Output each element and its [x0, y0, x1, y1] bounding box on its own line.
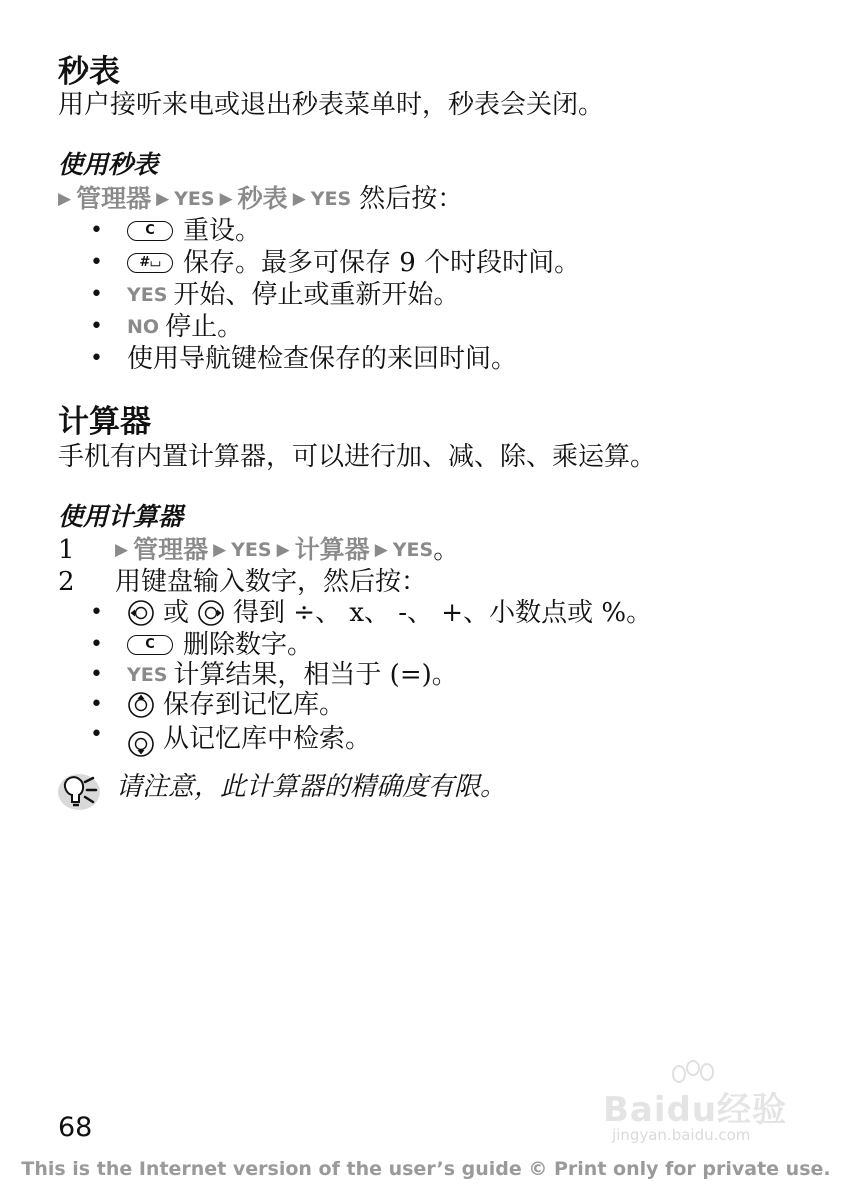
list-item-text: 停止。 [165, 312, 244, 342]
list-item-text: 使用导航键检查保存的来回时间。 [127, 344, 518, 374]
or-text: 或 [163, 598, 190, 628]
menu-path-calculator [115, 535, 459, 565]
bullet-icon: • [90, 632, 103, 657]
list-item [127, 280, 459, 310]
menu-organizer: 管理器 [76, 184, 152, 213]
list-item [127, 690, 345, 720]
menu-organizer: 管理器 [133, 535, 209, 564]
bullet-icon: • [90, 314, 103, 339]
c-key-icon: C [127, 221, 173, 241]
softkey-yes: YES [231, 539, 272, 561]
subtitle-use-stopwatch: 使用秒表 [58, 150, 159, 179]
subtitle-use-calculator: 使用计算器 [58, 502, 184, 531]
section-intro-stopwatch: 用户接听来电或退出秒表菜单时，秒表会关闭。 [58, 90, 605, 120]
list-item [127, 344, 517, 374]
arrow-right-icon: ▶ [115, 540, 129, 560]
nav-down-icon [127, 730, 155, 758]
arrow-right-icon: ▶ [156, 189, 170, 209]
list-item-text: 删除数字。 [183, 630, 314, 660]
list-item [127, 312, 243, 342]
page-number: 68 [58, 1112, 93, 1143]
then-press-text: 然后按： [359, 184, 464, 214]
softkey-yes: YES [174, 188, 215, 210]
list-item-text: 保存到记忆库。 [163, 690, 346, 720]
bullet-icon: • [90, 662, 103, 687]
note-text: 请注意，此计算器的精确度有限。 [116, 772, 507, 802]
list-item [127, 248, 580, 278]
c-key-icon: C [127, 635, 173, 655]
list-item [127, 216, 261, 246]
list-item-text: 得到 ÷、 x、 -、 +、小数点或 %。 [233, 598, 653, 628]
nav-up-icon [127, 691, 155, 719]
nav-right-icon [197, 599, 225, 627]
list-item [127, 598, 652, 628]
menu-calculator: 计算器 [294, 535, 370, 564]
bullet-icon: • [90, 346, 103, 371]
list-item-text: 开始、停止或重新开始。 [173, 280, 460, 310]
bullet-icon: • [90, 722, 103, 747]
list-item-text: 重设。 [183, 216, 262, 246]
footer-disclaimer: This is the Internet version of the user’s guide © Print only for private use. [21, 1158, 831, 1180]
nav-left-icon [127, 599, 155, 627]
step-number: 1 [58, 535, 75, 565]
softkey-yes: YES [127, 664, 168, 686]
step-text: 用键盘输入数字，然后按： [115, 567, 428, 597]
list-item-text: 计算结果，相当于 (=)。 [173, 660, 458, 690]
section-title-calculator: 计算器 [58, 404, 151, 440]
arrow-right-icon: ▶ [374, 540, 388, 560]
watermark-url: jingyan.baidu.com [612, 1126, 751, 1144]
menu-stopwatch: 秒表 [237, 184, 288, 213]
softkey-no: NO [127, 316, 160, 338]
watermark-logo: Baidu经验 [603, 1090, 788, 1130]
hash-key-icon: #⌴ [127, 253, 173, 273]
step-number: 2 [58, 567, 75, 597]
list-item [127, 630, 313, 660]
softkey-yes: YES [310, 188, 352, 210]
section-intro-calculator: 手机有内置计算器，可以进行加、减、除、乘运算。 [58, 442, 657, 472]
list-item-text: 从记忆库中检索。 [163, 724, 372, 754]
arrow-right-icon: ▶ [292, 189, 306, 209]
softkey-yes: YES [392, 539, 434, 561]
bullet-icon: • [90, 250, 103, 275]
arrow-right-icon: ▶ [219, 189, 233, 209]
section-title-stopwatch: 秒表 [58, 54, 120, 90]
lightbulb-note-icon [57, 772, 103, 812]
list-item [127, 720, 371, 758]
bullet-icon: • [90, 218, 103, 243]
list-item-text: 保存。最多可保存 9 个时段时间。 [183, 248, 581, 278]
bullet-icon: • [90, 692, 103, 717]
bullet-icon: • [90, 600, 103, 625]
arrow-right-icon: ▶ [58, 189, 72, 209]
list-item [127, 660, 458, 690]
paw-watermark-icon [665, 1060, 725, 1096]
menu-path-stopwatch [58, 184, 463, 214]
arrow-right-icon: ▶ [276, 540, 290, 560]
arrow-right-icon: ▶ [213, 540, 227, 560]
step-end: 。 [433, 535, 460, 565]
bullet-icon: • [90, 282, 103, 307]
softkey-yes: YES [127, 284, 168, 306]
